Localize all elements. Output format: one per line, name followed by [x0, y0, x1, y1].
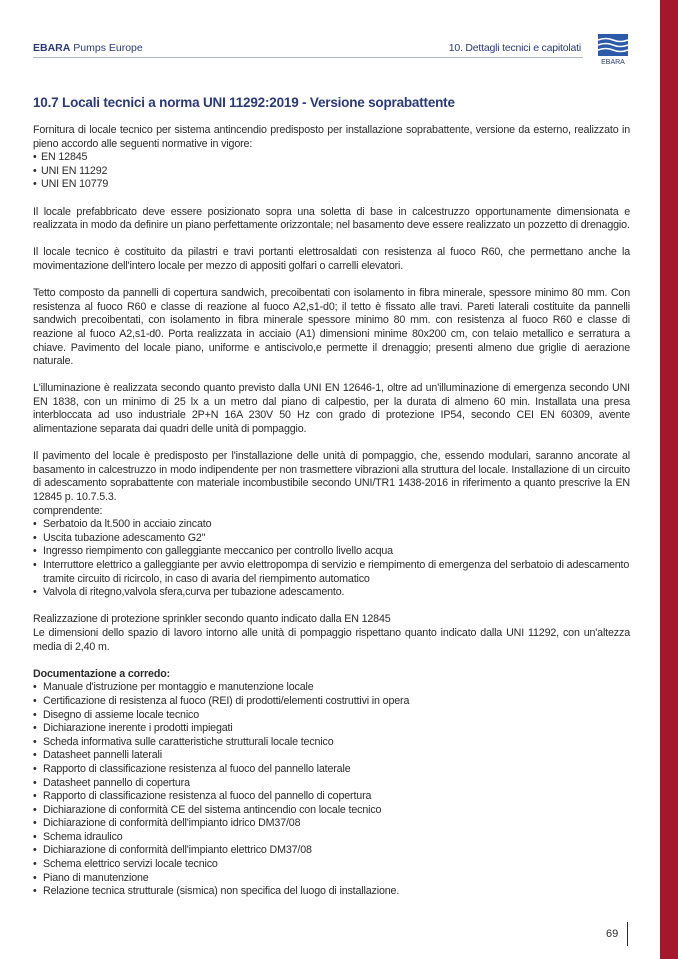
paragraph: Il pavimento del locale è predisposto per l'installazione delle unità di pompaggio, che, essendo modulari, saranno ancorate al basamento in calcestruzzo in modo indipendente per non trasmettere vibrazioni alla struttura del locale. Installazione di un circuito di adescamento soprabattente con materiale incombustibile secondo UNI/TR1 1438-2016 in riferimento a quanto prescrive la EN 12845 p. 10.7.5.3.: [33, 450, 630, 504]
list-item: • Rapporto di classificazione resistenza al fuoco del pannello di copertura: [33, 790, 630, 804]
list-item: • Serbatoio da lt.500 in acciaio zincato: [33, 518, 630, 532]
list-item: • Scheda informativa sulle caratteristiche strutturali locale tecnico: [33, 736, 630, 750]
sprinkler-text: Realizzazione di protezione sprinkler secondo quanto indicato dalla EN 12845: [33, 613, 391, 626]
list-item: • Schema idraulico: [33, 831, 630, 845]
section-title: 10.7 Locali tecnici a norma UNI 11292:2019 - Versione soprabattente: [33, 95, 455, 110]
norms-list: [33, 151, 630, 192]
comprende-label: comprendente:: [33, 504, 103, 517]
list-item: • Interruttore elettrico a galleggiante per avvio elettropompa di servizio e riempimento di emergenza del serbatoio di adescamento tramite circuito di ricircolo, in caso di avaria del riempimento automatico: [33, 559, 630, 586]
list-item: • Manuale d'istruzione per montaggio e manutenzione locale: [33, 681, 630, 695]
header-brand: [33, 42, 143, 54]
brand-name: EBARA: [33, 42, 71, 54]
list-item: • Rapporto di classificazione resistenza al fuoco del pannello laterale: [33, 763, 630, 777]
list-item: • Uscita tubazione adescamento G2": [33, 532, 630, 546]
page-number-rule: [627, 922, 628, 946]
list-item: • Dichiarazione di conformità dell'impianto idrico DM37/08: [33, 817, 630, 831]
list-item: • Certificazione di resistenza al fuoco (REI) di prodotti/elementi costruttivi in opera: [33, 695, 630, 709]
side-color-band: [660, 0, 678, 959]
list-item: • Dichiarazione inerente i prodotti impiegati: [33, 722, 630, 736]
list-item: • Datasheet pannello di copertura: [33, 777, 630, 791]
section-body: [33, 124, 630, 899]
header-chapter: 10. Dettagli tecnici e capitolati: [448, 42, 581, 54]
ebara-logo-icon: [596, 32, 630, 66]
paragraph: L'illuminazione è realizzata secondo quanto previsto dalla UNI EN 12646-1, oltre ad un'illuminazione di emergenza secondo UNI EN 1838, con un minimo di 25 lx a un metro dal piano di calpestio, per la durata di almeno 60 min. Installata una presa interbloccata ad uso industriale 2P+N 16A 230V 50 Hz con grado di protezione IP54, secondo CEI EN 60309, avente alimentazione separata dai quadri delle unità di pompaggio.: [33, 382, 630, 436]
comprende-list: [33, 518, 630, 600]
list-item: • UNI EN 10779: [33, 178, 630, 192]
dimensions-text: Le dimensioni dello spazio di lavoro intorno alle unità di pompaggio rispettano quanto indicato dalla UNI 11292, con un'altezza media di 2,40 m.: [33, 626, 630, 653]
list-item: • Relazione tecnica strutturale (sismica) non specifica del luogo di installazione.: [33, 885, 630, 899]
svg-text:EBARA: EBARA: [601, 59, 625, 66]
list-item: • UNI EN 11292: [33, 165, 630, 179]
brand-suffix: Pumps Europe: [70, 42, 143, 54]
intro-paragraph: Fornitura di locale tecnico per sistema antincendio predisposto per installazione soprabattente, versione da esterno, realizzato in pieno accordo alle seguenti normative in vigore:: [33, 124, 630, 150]
list-item: • EN 12845: [33, 151, 630, 165]
list-item: • Dichiarazione di conformità dell'impianto elettrico DM37/08: [33, 844, 630, 858]
page-number: 69: [606, 928, 619, 940]
list-item: • Disegno di assieme locale tecnico: [33, 709, 630, 723]
paragraph: Il locale prefabbricato deve essere posizionato sopra una soletta di base in calcestruzzo opportunamente dimensionata e realizzata in modo da definire un piano perfettamente orizzontale; nel basamento deve essere realizzato un pozzetto di drenaggio.: [33, 205, 630, 232]
list-item: • Piano di manutenzione: [33, 872, 630, 886]
list-item: • Valvola di ritegno,valvola sfera,curva per tubazione adescamento.: [33, 586, 630, 600]
paragraph: Tetto composto da pannelli di copertura sandwich, precoibentati con isolamento in fibra minerale, spessore minimo 80 mm. Con resistenza al fuoco R60 e classe di reazione al fuoco A2,s1-d0; il tetto è fissato alle travi. Pareti laterali costituite da pannelli sandwich precoibentati, con isolamento in fibra minerale spessore minimo 80 mm. con resistenza al fuoco R60 e classe di reazione al fuoco A2,s1-d0. Porta realizzata in acciaio (A1) dimensioni minime 80x200 cm, con telaio metallico e serratura a chiave. Pavimento del locale piano, uniforme e antiscivolo,e permette il drenaggio; presenti almeno due griglie di aerazione naturale.: [33, 287, 630, 368]
list-item: • Dichiarazione di conformità CE del sistema antincendio con locale tecnico: [33, 804, 630, 818]
paragraph: Il locale tecnico è costituito da pilastri e travi portanti elettrosaldati con resistenza al fuoco R60, che permettano anche la movimentazione dell'intero locale per mezzo di appositi golfari o carrelli elevatori.: [33, 246, 630, 272]
header-divider: [33, 57, 583, 58]
documentation-heading: Documentazione a corredo:: [33, 667, 170, 680]
list-item: • Ingresso riempimento con galleggiante meccanico per controllo livello acqua: [33, 545, 630, 559]
list-item: • Datasheet pannelli laterali: [33, 749, 630, 763]
list-item: • Schema elettrico servizi locale tecnico: [33, 858, 630, 872]
documentation-list: [33, 681, 630, 899]
